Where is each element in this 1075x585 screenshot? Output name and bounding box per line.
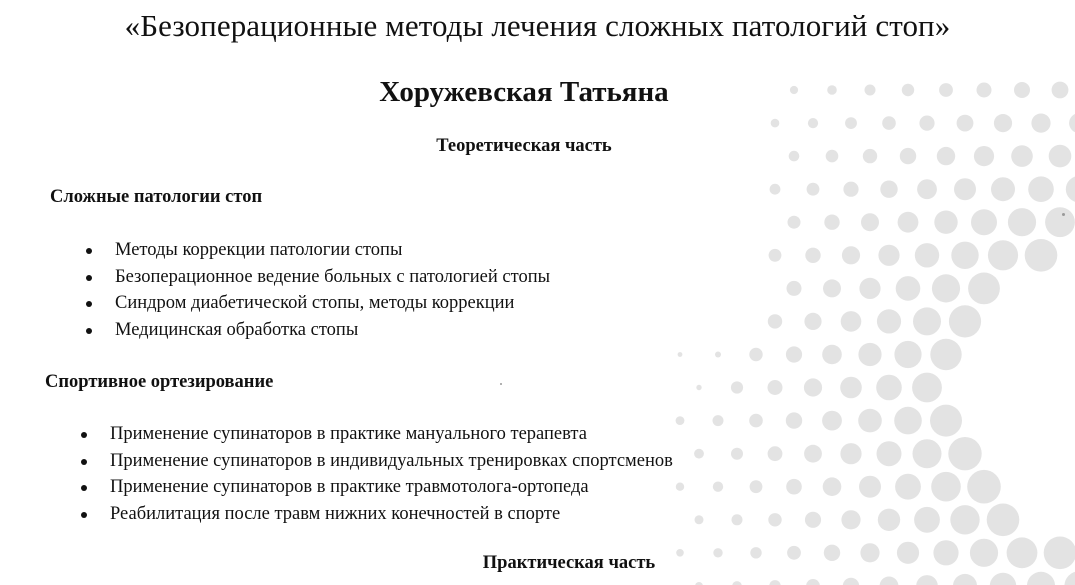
scan-speck <box>1062 213 1065 216</box>
bullet-icon <box>81 432 87 438</box>
bullet-icon <box>81 512 87 518</box>
bullet-icon <box>86 248 92 254</box>
bullet-icon <box>86 275 92 281</box>
bullet-icon <box>86 301 92 307</box>
list-item <box>110 501 673 528</box>
practice-heading: Практическая часть <box>482 553 656 573</box>
list-item <box>110 474 673 501</box>
sports-orthotics-list <box>110 421 673 527</box>
list-item <box>115 264 550 291</box>
scan-speck <box>500 383 502 385</box>
list-item-text: Реабилитация после травм нижних конечностей в спорте <box>110 503 561 524</box>
list-item <box>115 317 550 344</box>
list-item-text: Безоперационное ведение больных с патологией стопы <box>115 266 551 287</box>
list-item-text: Методы коррекции патологии стопы <box>115 240 403 260</box>
theory-heading: Теоретическая часть <box>436 136 612 156</box>
section-heading-foot-pathologies: Сложные патологии стоп <box>50 187 263 207</box>
author-name: Хоружевская Татьяна <box>379 76 669 108</box>
section-heading-sports-orthotics: Спортивное ортезирование <box>45 372 274 392</box>
list-item-text: Медицинская обработка стопы <box>115 319 359 340</box>
list-item <box>110 421 673 448</box>
list-item-text: Применение супинаторов в практике мануального терапевта <box>110 424 587 444</box>
list-item-text: Применение супинаторов в практике травмотолога-ортопеда <box>110 477 589 497</box>
list-item <box>110 448 673 475</box>
document-title: «Безоперационные методы лечения сложных патологий стоп» <box>124 8 951 43</box>
bullet-icon <box>81 459 87 465</box>
list-item <box>115 290 550 317</box>
bullet-icon <box>81 485 87 491</box>
list-item <box>115 237 550 264</box>
foot-pathologies-list <box>115 237 550 343</box>
list-item-text: Синдром диабетической стопы, методы коррекции <box>115 293 515 313</box>
list-item-text: Применение супинаторов в индивидуальных тренировках спортсменов <box>110 450 673 471</box>
bullet-icon <box>86 328 92 334</box>
